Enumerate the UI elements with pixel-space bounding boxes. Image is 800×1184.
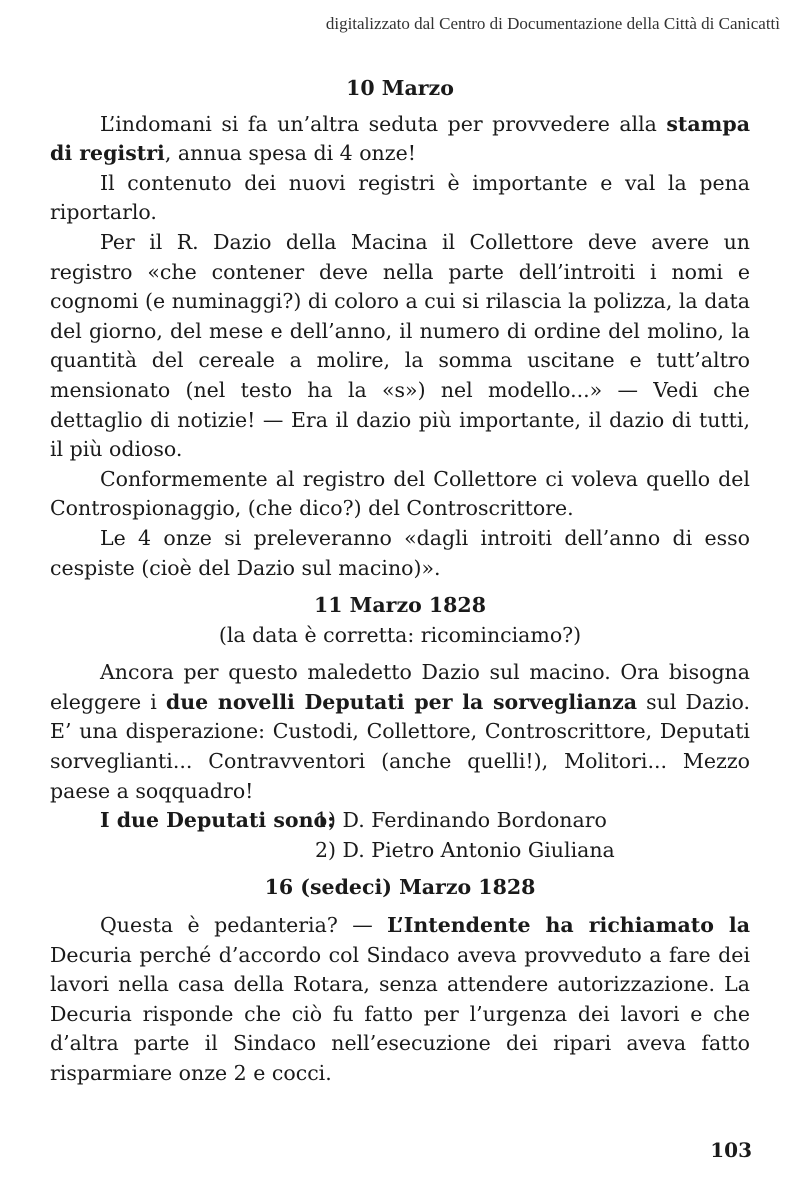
paragraph-6-bold: due novelli Deputati per la sorveglianza	[165, 689, 638, 714]
paragraph-1-text-a: L’indomani si fa un’altra seduta per provvedere alla	[100, 111, 667, 136]
digitization-header: digitalizzato dal Centro di Documentazione della Città di Canicattì	[325, 14, 780, 33]
paragraph-5: Le 4 onze si preleveranno «dagli introiti dell’anno di esso cespiste (cioè del Dazio sul macino)».	[50, 525, 750, 580]
deputies-row-2	[50, 836, 750, 866]
paragraph-3: Per il R. Dazio della Macina il Collettore deve avere un registro «che contener deve nella parte dell’introiti i nomi e cognomi (e numinaggi?) di coloro a cui si rilascia la polizza, la data del giorno, del mese e dell’anno, il numero di ordine del molino, la quantità del cereale a molire, la somma uscitane e tutt’altro mensionato (nel testo ha la «s») nel modello...» — Vedi che dettaglio di notizie! — Era il dazio più importante, il dazio di tutti, il più odioso.	[50, 229, 750, 462]
section-title-10-marzo: 10 Marzo	[346, 76, 454, 100]
paragraph-2: Il contenuto dei nuovi registri è importante e val la pena riportarlo.	[50, 170, 750, 225]
paragraph-6-text-b: sul Dazio. E’ una disperazione: Custodi, Collettore, Controscrittore, Deputati sorveglianti... Contravventori (anche quelli!), Molitori... Mezzo paese a soqquadro!	[50, 689, 751, 803]
page-body	[50, 74, 750, 1089]
paragraph-7-text-a: Questa è pedanteria? —	[100, 913, 388, 938]
paragraph-7-bold: L’Intendente ha richiamato la	[387, 913, 750, 938]
paragraph-1-text-b: , annua spesa di 4 onze!	[164, 141, 416, 166]
paragraph-7-text-b: Decuria perché d’accordo col Sindaco aveva provveduto a fare dei lavori nella casa della Rotara, senza attendere autorizzazione. La Decuria risponde che ciò fu fatto per l’urgenza dei lavori e che d’altra parte il Sindaco nell’esecuzione dei ripari aveva fatto risparmiare onze 2 e cocci.	[50, 942, 750, 1085]
paragraph-4: Conformemente al registro del Collettore ci voleva quello del Controspionaggio, (che dico?) del Controscrittore.	[50, 466, 750, 521]
deputy-2: 2) D. Pietro Antonio Giuliana	[315, 837, 615, 862]
paragraph-7	[50, 911, 750, 1089]
page-number: 103	[710, 1138, 752, 1162]
section-title-11-marzo: 11 Marzo 1828	[314, 593, 486, 618]
paragraph-6-text-a: Ancora per questo maledetto Dazio sul macino. Ora bisogna eleggere i	[50, 660, 750, 714]
deputies-row-1	[50, 806, 750, 836]
deputy-1: 1) D. Ferdinando Bordonaro	[315, 808, 607, 833]
paragraph-1	[50, 110, 750, 169]
paragraph-1-bold: stampa di registri	[50, 111, 750, 166]
paragraph-6	[50, 658, 750, 806]
section-title-16-marzo: 16 (sedeci) Marzo 1828	[264, 875, 536, 900]
deputies-label: I due Deputati sono:	[100, 808, 335, 833]
section-subtitle-11-marzo: (la data è corretta: ricominciamo?)	[218, 622, 582, 647]
